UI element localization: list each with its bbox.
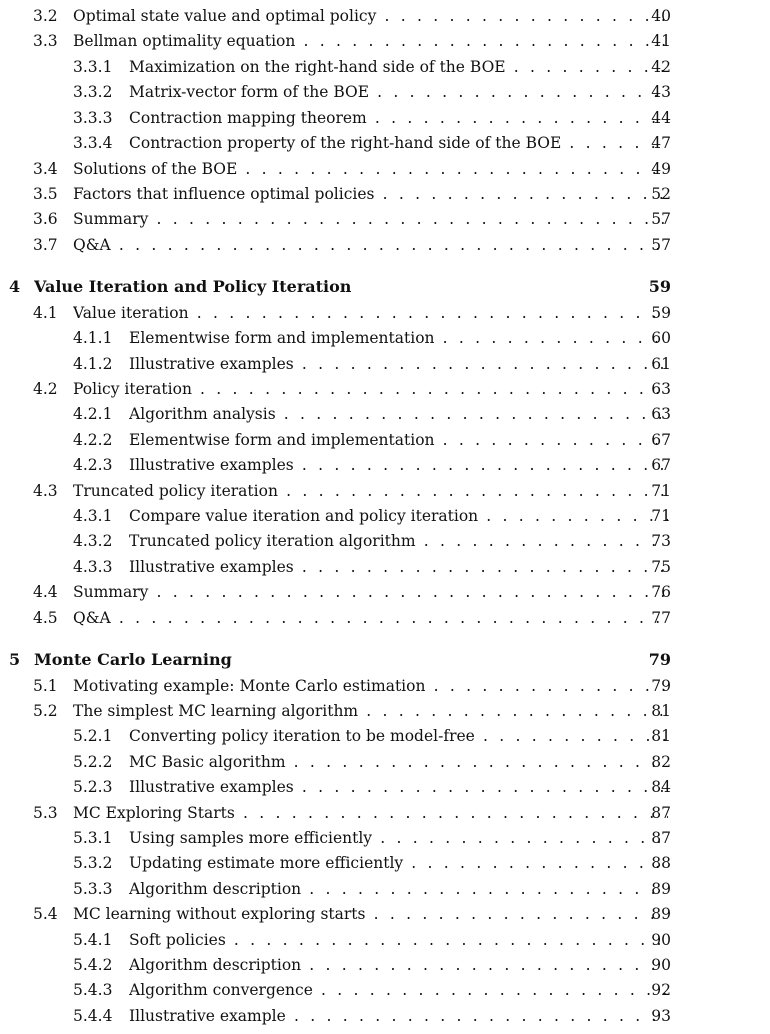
section-title: Policy iteration . . .	[73, 378, 668, 400]
page-number: 57	[651, 210, 671, 228]
chapter-number: 5	[9, 650, 21, 669]
subsection-title: Algorithm convergence . . .	[129, 979, 668, 1001]
toc-entry-4-2-3[interactable]	[0, 454, 770, 476]
section-number: 5.2	[33, 702, 58, 720]
subsection-title: Illustrative examples . . .	[129, 776, 668, 798]
toc-entry-4-4[interactable]	[0, 581, 770, 603]
section-title: MC learning without exploring starts . . .	[73, 903, 668, 925]
toc-entry-5-1[interactable]	[0, 675, 770, 697]
toc-entry-5-4-2[interactable]	[0, 954, 770, 976]
page-number: 89	[651, 880, 671, 898]
page-number: 43	[651, 83, 671, 101]
section-number: 3.5	[33, 185, 58, 203]
subsection-title: Contraction mapping theorem . . .	[129, 107, 668, 129]
page-number: 87	[651, 804, 671, 822]
toc-entry-3-3-3[interactable]	[0, 107, 770, 129]
page-number: 59	[648, 277, 671, 296]
toc-entry-5-3-1[interactable]	[0, 827, 770, 849]
page-number: 92	[651, 981, 671, 999]
section-title: Truncated policy iteration . . .	[73, 480, 668, 502]
subsection-number: 5.3.1	[73, 829, 113, 847]
page-number: 40	[651, 7, 671, 25]
subsection-number: 4.2.3	[73, 456, 113, 474]
page-number: 67	[651, 431, 671, 449]
page-number: 87	[651, 829, 671, 847]
page-number: 90	[651, 931, 671, 949]
section-number: 4.5	[33, 609, 58, 627]
subsection-number: 4.3.1	[73, 507, 113, 525]
subsection-number: 3.3.4	[73, 134, 113, 152]
page-number: 59	[651, 304, 671, 322]
toc-entry-4-2[interactable]	[0, 378, 770, 400]
subsection-title: Soft policies . . .	[129, 929, 668, 951]
subsection-title: Maximization on the right-hand side of the BOE . . .	[129, 56, 668, 78]
toc-entry-3-2[interactable]	[0, 5, 770, 27]
section-number: 5.1	[33, 677, 58, 695]
toc-entry-3-3[interactable]	[0, 30, 770, 52]
toc-entry-4-1-2[interactable]	[0, 353, 770, 375]
section-number: 3.3	[33, 32, 58, 50]
page-number: 76	[651, 583, 671, 601]
subsection-title: Matrix-vector form of the BOE . . .	[129, 81, 668, 103]
page-number: 63	[651, 405, 671, 423]
page-number: 88	[651, 854, 671, 872]
subsection-number: 5.2.3	[73, 778, 113, 796]
page-number: 93	[651, 1007, 671, 1025]
toc-entry-5-4-1[interactable]	[0, 929, 770, 951]
page-number: 82	[651, 753, 671, 771]
toc-chapter-4[interactable]	[0, 276, 770, 298]
toc-entry-3-6[interactable]	[0, 208, 770, 230]
page-number: 81	[651, 702, 671, 720]
toc-entry-5-3[interactable]	[0, 802, 770, 824]
subsection-title: Using samples more efficiently . . .	[129, 827, 668, 849]
toc-entry-4-3-2[interactable]	[0, 530, 770, 552]
toc-entry-4-2-1[interactable]	[0, 403, 770, 425]
subsection-title: Illustrative examples . . .	[129, 353, 668, 375]
chapter-number: 4	[9, 277, 21, 296]
section-title: Summary . . .	[73, 208, 668, 230]
page-number: 73	[651, 532, 671, 550]
toc-entry-5-2[interactable]	[0, 700, 770, 722]
page-number: 47	[651, 134, 671, 152]
subsection-number: 5.4.3	[73, 981, 113, 999]
subsection-title: Illustrative examples . . .	[129, 454, 668, 476]
section-title: Optimal state value and optimal policy . . .	[73, 5, 668, 27]
page-number: 90	[651, 956, 671, 974]
toc-entry-5-4[interactable]	[0, 903, 770, 925]
section-number: 3.2	[33, 7, 58, 25]
toc-chapter-5[interactable]	[0, 649, 770, 671]
toc-entry-4-3-1[interactable]	[0, 505, 770, 527]
section-title: Q&A . . .	[73, 234, 668, 256]
section-title: Solutions of the BOE . . .	[73, 158, 668, 180]
section-number: 5.4	[33, 905, 58, 923]
toc-entry-3-7[interactable]	[0, 234, 770, 256]
section-number: 4.3	[33, 482, 58, 500]
subsection-title: Contraction property of the right-hand side of the BOE . . .	[129, 132, 668, 154]
subsection-number: 5.4.4	[73, 1007, 113, 1025]
page-number: 44	[651, 109, 671, 127]
page-number: 71	[651, 482, 671, 500]
section-title: Q&A . . .	[73, 607, 668, 629]
toc-entry-5-4-3[interactable]	[0, 979, 770, 1001]
toc-entry-5-4-4[interactable]	[0, 1005, 770, 1027]
subsection-number: 5.4.1	[73, 931, 113, 949]
chapter-title: Monte Carlo Learning	[34, 650, 232, 669]
toc-entry-3-3-1[interactable]	[0, 56, 770, 78]
subsection-number: 5.2.1	[73, 727, 113, 745]
toc-entry-5-3-3[interactable]	[0, 878, 770, 900]
subsection-number: 3.3.2	[73, 83, 113, 101]
subsection-title: MC Basic algorithm . . .	[129, 751, 668, 773]
subsection-title: Illustrative example . . .	[129, 1005, 668, 1027]
toc-entry-3-4[interactable]	[0, 158, 770, 180]
subsection-title: Truncated policy iteration algorithm . . .	[129, 530, 668, 552]
chapter-title: Value Iteration and Policy Iteration	[34, 277, 352, 296]
section-title: The simplest MC learning algorithm . . .	[73, 700, 668, 722]
page-number: 57	[651, 236, 671, 254]
section-title: Value iteration . . .	[73, 302, 668, 324]
page-number: 81	[651, 727, 671, 745]
page-number: 75	[651, 558, 671, 576]
subsection-number: 4.3.3	[73, 558, 113, 576]
section-number: 4.1	[33, 304, 58, 322]
toc-entry-5-3-2[interactable]	[0, 852, 770, 874]
toc-entry-4-3[interactable]	[0, 480, 770, 502]
section-number: 4.2	[33, 380, 58, 398]
toc-entry-4-1-1[interactable]	[0, 327, 770, 349]
subsection-number: 4.1.1	[73, 329, 113, 347]
page-number: 60	[651, 329, 671, 347]
subsection-number: 3.3.1	[73, 58, 113, 76]
subsection-title: Algorithm description . . .	[129, 878, 668, 900]
toc-entry-5-2-1[interactable]	[0, 725, 770, 747]
section-title: Factors that influence optimal policies . . .	[73, 183, 668, 205]
toc-entry-4-3-3[interactable]	[0, 556, 770, 578]
subsection-number: 3.3.3	[73, 109, 113, 127]
toc-entry-4-1[interactable]	[0, 302, 770, 324]
subsection-title: Elementwise form and implementation . . .	[129, 327, 668, 349]
subsection-title: Converting policy iteration to be model-free . . .	[129, 725, 668, 747]
subsection-number: 5.3.2	[73, 854, 113, 872]
page-number: 49	[651, 160, 671, 178]
subsection-title: Updating estimate more efficiently . . .	[129, 852, 668, 874]
section-title: Bellman optimality equation . . .	[73, 30, 668, 52]
subsection-title: Algorithm analysis . . .	[129, 403, 668, 425]
subsection-number: 4.1.2	[73, 355, 113, 373]
toc-entry-5-2-2[interactable]	[0, 751, 770, 773]
subsection-number: 4.3.2	[73, 532, 113, 550]
page-number: 89	[651, 905, 671, 923]
subsection-number: 4.2.1	[73, 405, 113, 423]
page-number: 63	[651, 380, 671, 398]
page-number: 71	[651, 507, 671, 525]
page-number: 42	[651, 58, 671, 76]
subsection-title: Algorithm description . . .	[129, 954, 668, 976]
toc-entry-3-5[interactable]	[0, 183, 770, 205]
page-number: 79	[648, 650, 671, 669]
section-number: 3.4	[33, 160, 58, 178]
section-number: 3.7	[33, 236, 58, 254]
subsection-number: 5.3.3	[73, 880, 113, 898]
page-number: 77	[651, 609, 671, 627]
section-number: 3.6	[33, 210, 58, 228]
page-number: 61	[651, 355, 671, 373]
subsection-number: 4.2.2	[73, 431, 113, 449]
section-number: 4.4	[33, 583, 58, 601]
section-title: Motivating example: Monte Carlo estimation . . .	[73, 675, 668, 697]
subsection-title: Compare value iteration and policy iteration . . .	[129, 505, 668, 527]
toc-entry-4-5[interactable]	[0, 607, 770, 629]
page-number: 41	[651, 32, 671, 50]
subsection-number: 5.4.2	[73, 956, 113, 974]
page-number: 84	[651, 778, 671, 796]
toc-entry-3-3-2[interactable]	[0, 81, 770, 103]
subsection-title: Illustrative examples . . .	[129, 556, 668, 578]
page-number: 79	[651, 677, 671, 695]
toc-entry-5-2-3[interactable]	[0, 776, 770, 798]
subsection-title: Elementwise form and implementation . . .	[129, 429, 668, 451]
page-number: 52	[651, 185, 671, 203]
section-title: MC Exploring Starts . . .	[73, 802, 668, 824]
section-title: Summary . . .	[73, 581, 668, 603]
subsection-number: 5.2.2	[73, 753, 113, 771]
section-number: 5.3	[33, 804, 58, 822]
toc-entry-4-2-2[interactable]	[0, 429, 770, 451]
toc-entry-3-3-4[interactable]	[0, 132, 770, 154]
page-number: 67	[651, 456, 671, 474]
